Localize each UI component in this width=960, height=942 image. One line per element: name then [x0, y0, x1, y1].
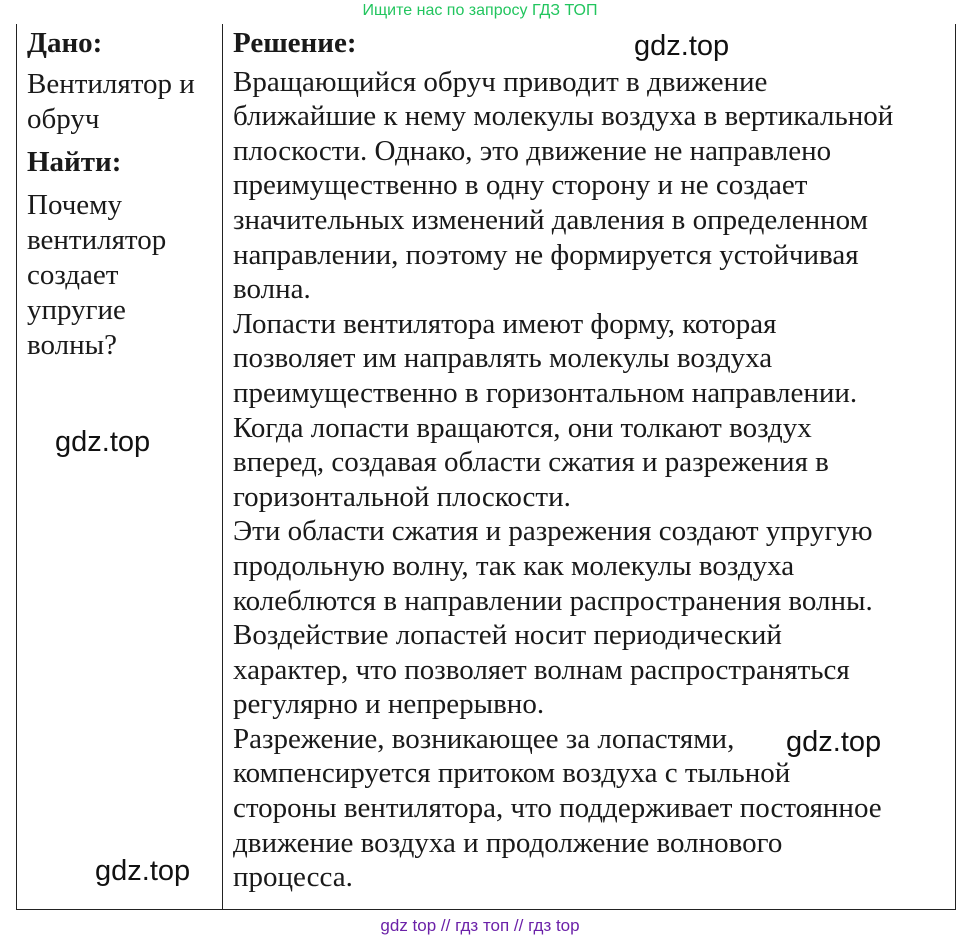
watermark: gdz.top — [95, 855, 191, 887]
solution-text — [233, 65, 953, 895]
solution-line: преимущественно в одну сторону и не создает — [233, 169, 808, 202]
column-divider — [222, 24, 223, 909]
solution-line: Когда лопасти вращаются, они толкают воздух — [233, 411, 812, 444]
solution-line: регулярно и непрерывно. — [233, 688, 545, 721]
given-heading: Дано: — [27, 27, 103, 59]
solution-line: Воздействие лопастей носит периодический — [233, 619, 782, 652]
watermark: gdz.top — [55, 426, 151, 458]
question-line: упругие — [27, 294, 126, 326]
watermark: gdz.top — [634, 30, 730, 62]
solution-line: направлении, поэтому не формируется устойчивая — [233, 238, 859, 271]
question-text — [27, 188, 215, 363]
solution-line: позволяет им направлять молекулы воздуха — [233, 342, 773, 375]
question-line: Почему — [27, 189, 123, 221]
footer-links: gdz top // гдз топ // гдз top — [380, 916, 580, 935]
solution-line: вперед, создавая области сжатия и разрежения в — [233, 446, 829, 479]
solution-column — [233, 26, 953, 895]
solution-line: Лопасти вентилятора имеют форму, которая — [233, 307, 777, 340]
watermark: gdz.top — [786, 726, 882, 758]
solution-line: колеблются в направлении распространения волны. — [233, 584, 873, 617]
question-line: вентилятор — [27, 224, 167, 256]
question-line: волны? — [27, 329, 117, 361]
solution-line: значительных изменений давления в определенном — [233, 203, 868, 236]
solution-line: компенсируется притоком воздуха с тыльной — [233, 757, 791, 790]
solution-line: продольную волну, так как молекулы воздуха — [233, 549, 795, 582]
top-banner: Ищите нас по запросу ГДЗ ТОП — [362, 2, 598, 19]
solution-line: Эти области сжатия и разрежения создают упругую — [233, 515, 873, 548]
solution-line: преимущественно в горизонтальном направлении. — [233, 376, 858, 409]
solution-line: движение воздуха и продолжение волнового — [233, 826, 783, 859]
given-line: Вентилятор и — [27, 68, 195, 100]
solution-line: плоскости. Однако, это движение не направлено — [233, 134, 832, 167]
question-line: создает — [27, 259, 119, 291]
given-column — [27, 26, 215, 363]
solution-line: Вращающийся обруч приводит в движение — [233, 65, 768, 98]
given-line: обруч — [27, 103, 100, 135]
solution-line: стороны вентилятора, что поддерживает постоянное — [233, 792, 882, 825]
solution-line: волна. — [233, 273, 311, 306]
solution-line: процесса. — [233, 861, 353, 894]
solution-line: горизонтальной плоскости. — [233, 480, 571, 513]
task-table — [16, 24, 956, 910]
given-text — [27, 67, 215, 137]
solution-line: Разрежение, возникающее за лопастями, — [233, 722, 735, 755]
solution-heading: Решение: — [233, 27, 357, 59]
solution-line: ближайшие к нему молекулы воздуха в вертикальной — [233, 100, 894, 133]
find-heading: Найти: — [27, 146, 122, 178]
solution-line: характер, что позволяет волнам распространяться — [233, 653, 850, 686]
